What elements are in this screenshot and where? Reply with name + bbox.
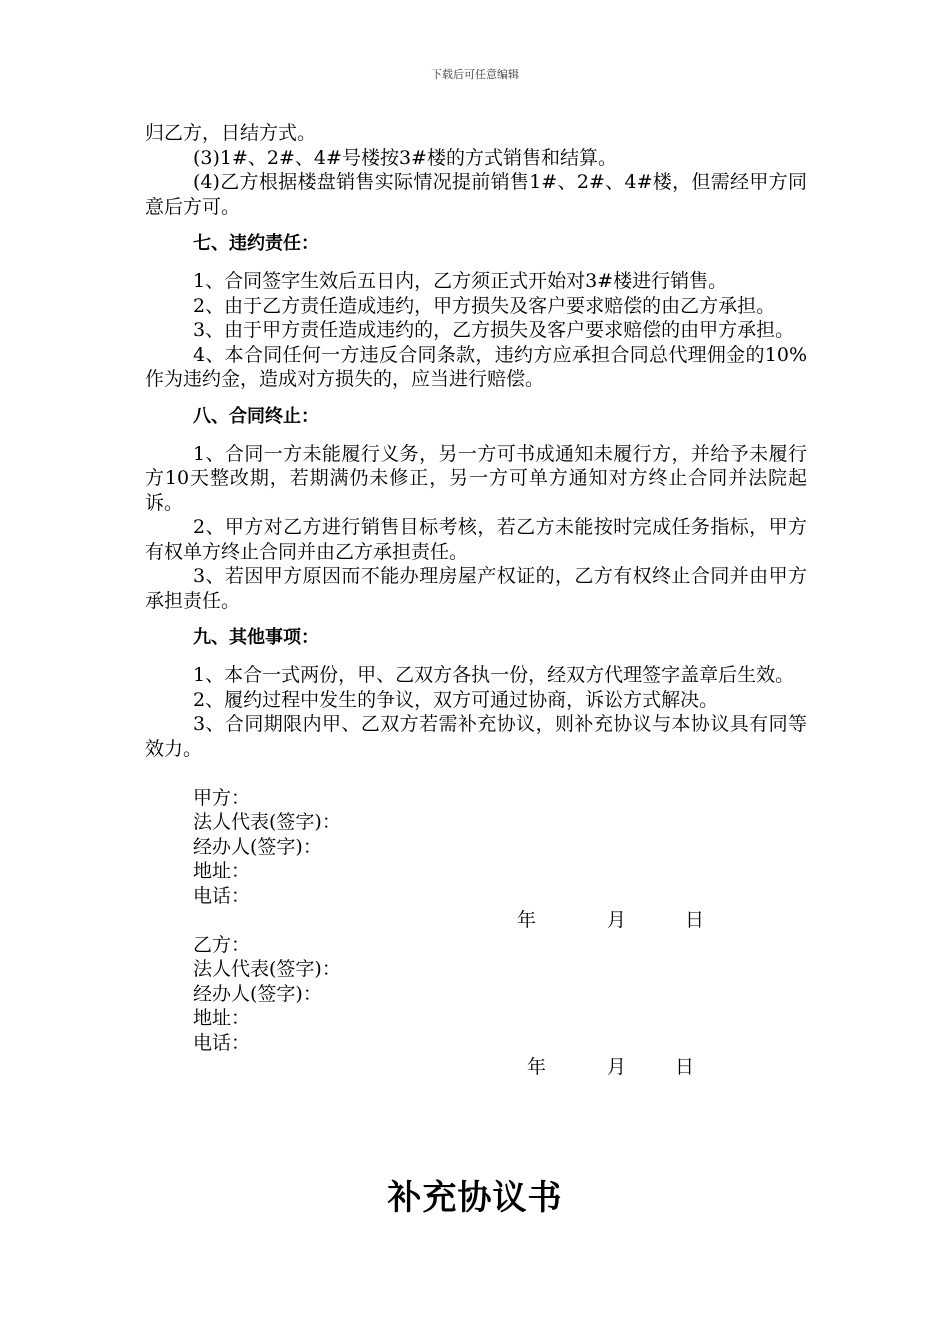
supplement-agreement-title: 补充协议书 [387, 1178, 563, 1218]
party-b-phone-label: 电话： [193, 1031, 251, 1054]
party-a-legal-rep-label: 法人代表(签字)： [193, 811, 341, 833]
date-month: 月 [607, 909, 627, 931]
contract-body [145, 121, 807, 1080]
party-a-address-label: 地址： [193, 860, 251, 882]
party-b-address-label: 地址： [193, 1007, 251, 1029]
clause-paragraph: 4、本合同任何一方违反合同条款，违约方应承担合同总代理佣金的10%作为违约金，造成对方损失的，应当进行赔偿。 [145, 343, 807, 390]
clause-paragraph: 3、合同期限内甲、乙双方若需补充协议，则补充协议与本协议具有同等效力。 [145, 713, 807, 760]
blank-line [145, 761, 807, 786]
party-a-signature-block [145, 786, 807, 909]
clause-paragraph: 2、由于乙方责任造成违约，甲方损失及客户要求赔偿的由乙方承担。 [193, 294, 776, 317]
date-year: 年 [517, 909, 537, 931]
party-a-phone-label: 电话： [193, 884, 251, 907]
section-heading-breach: 七、违约责任： [193, 233, 319, 254]
clause-paragraph: 2、甲方对乙方进行销售目标考核，若乙方未能按时完成任务指标，甲方有权单方终止合同并由乙方承担责任。 [145, 516, 807, 563]
date-day: 日 [685, 909, 705, 931]
date-day: 日 [675, 1056, 695, 1078]
party-b-agent-label: 经办人(签字)： [193, 982, 322, 1005]
intro-paragraph: (4)乙方根据楼盘销售实际情况提前销售1#、2#、4#楼，但需经甲方同意后方可。 [145, 171, 807, 218]
party-b-label: 乙方： [193, 933, 251, 956]
clause-paragraph: 3、由于甲方责任造成违约的，乙方损失及客户要求赔偿的由甲方承担。 [193, 319, 795, 341]
clause-paragraph: 3、若因甲方原因而不能办理房屋产权证的，乙方有权终止合同并由甲方承担责任。 [145, 565, 807, 612]
party-b-legal-rep-label: 法人代表(签字)： [193, 958, 341, 980]
section-heading-other: 九、其他事项： [193, 627, 319, 648]
party-b-date-line [145, 1055, 807, 1080]
clause-paragraph: 1、本合一式两份，甲、乙双方各执一份，经双方代理签字盖章后生效。 [193, 664, 795, 686]
party-a-label: 甲方： [193, 786, 251, 809]
date-year: 年 [527, 1056, 547, 1078]
clause-paragraph: 1、合同一方未能履行义务，另一方可书成通知未履行方，并给予未履行方10天整改期，若期满仍未修正，另一方可单方通知对方终止合同并法院起诉。 [145, 442, 807, 514]
date-month: 月 [607, 1056, 627, 1078]
clause-paragraph: 1、合同签字生效后五日内，乙方须正式开始对3#楼进行销售。 [193, 270, 728, 292]
clause-paragraph: 2、履约过程中发生的争议，双方可通过协商，诉讼方式解决。 [193, 688, 719, 711]
party-b-signature-block [145, 933, 807, 1056]
page-header-note: 下载后可任意编辑 [431, 68, 519, 81]
intro-paragraph: (3)1#、2#、4#号楼按3#楼的方式销售和结算。 [193, 146, 617, 169]
party-a-date-line [145, 908, 807, 933]
intro-paragraph: 归乙方，日结方式。 [145, 122, 317, 144]
section-heading-termination: 八、合同终止： [193, 405, 319, 427]
party-a-agent-label: 经办人(签字)： [193, 835, 322, 858]
